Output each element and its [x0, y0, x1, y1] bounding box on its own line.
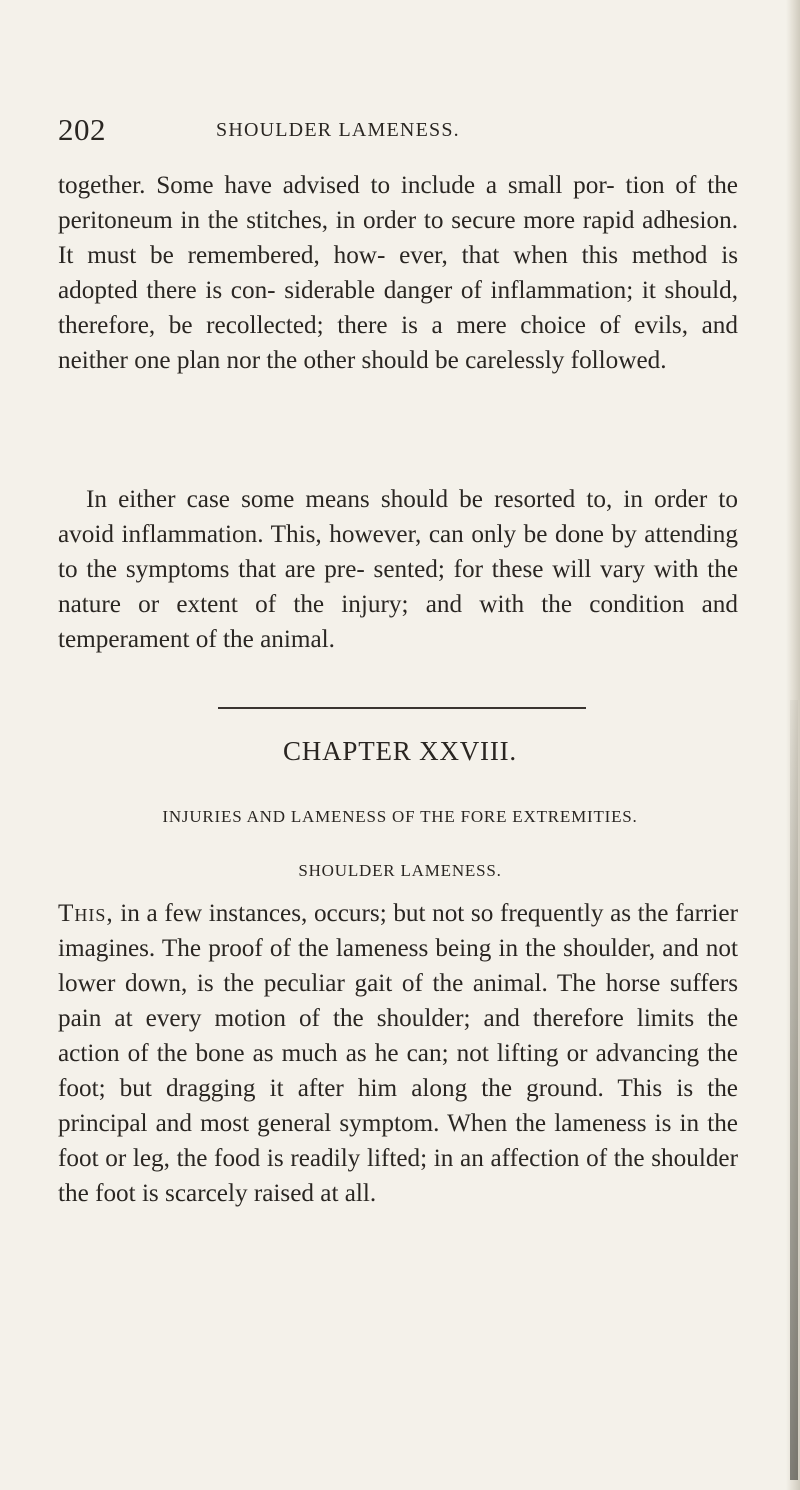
paragraph-shoulder-lameness [58, 896, 738, 1211]
paragraph-text: together. Some have advised to include a small por- tion of the peritoneum in the stitches, in order to secure more rapid adhesion. It must be remembered, how- ever, that when this method is adopted there is con- siderable danger of inflammation; it should, therefore, be recollected; there is a mere choice of evils, and neither one plan nor the other should be carelessly followed. [58, 172, 738, 374]
page-header [58, 112, 738, 152]
paragraph-text: in a few instances, occurs; but not so frequently as the farrier imagines. The proof of the lameness being in the shoulder, and not lower down, is the peculiar gait of the animal. The horse suffers pain at every motion of the shoulder; and therefore limits the action of the bone as much as he can; not lifting or advancing the foot; but dragging it after him along the ground. This is the principal and most general symptom. When the lameness is in the foot or leg, the food is readily lifted; in an affection of the shoulder the foot is scarcely raised at all. [58, 900, 738, 1207]
paragraph-body [58, 896, 738, 1211]
chapter-divider-rule [218, 707, 586, 709]
section-title: SHOULDER LAMENESS. [298, 861, 502, 880]
paragraph-text: In either case some means should be resorted to, in order to avoid inflammation. This, however, can only be done by attending to the symptoms that are pre- sented; for these will vary with the nature or extent of the injury; and with the condition and temperament of the animal. [58, 486, 738, 653]
paragraph-lead-word: This, [58, 900, 114, 927]
paragraph-continued [58, 168, 738, 378]
chapter-subtitle: INJURIES AND LAMENESS OF THE FORE EXTREMITIES. [162, 807, 638, 826]
running-head: SHOULDER LAMENESS. [216, 119, 460, 141]
page-number: 202 [58, 112, 106, 147]
paragraph-either-case [58, 482, 738, 657]
chapter-title: CHAPTER XXVIII. [283, 736, 517, 766]
